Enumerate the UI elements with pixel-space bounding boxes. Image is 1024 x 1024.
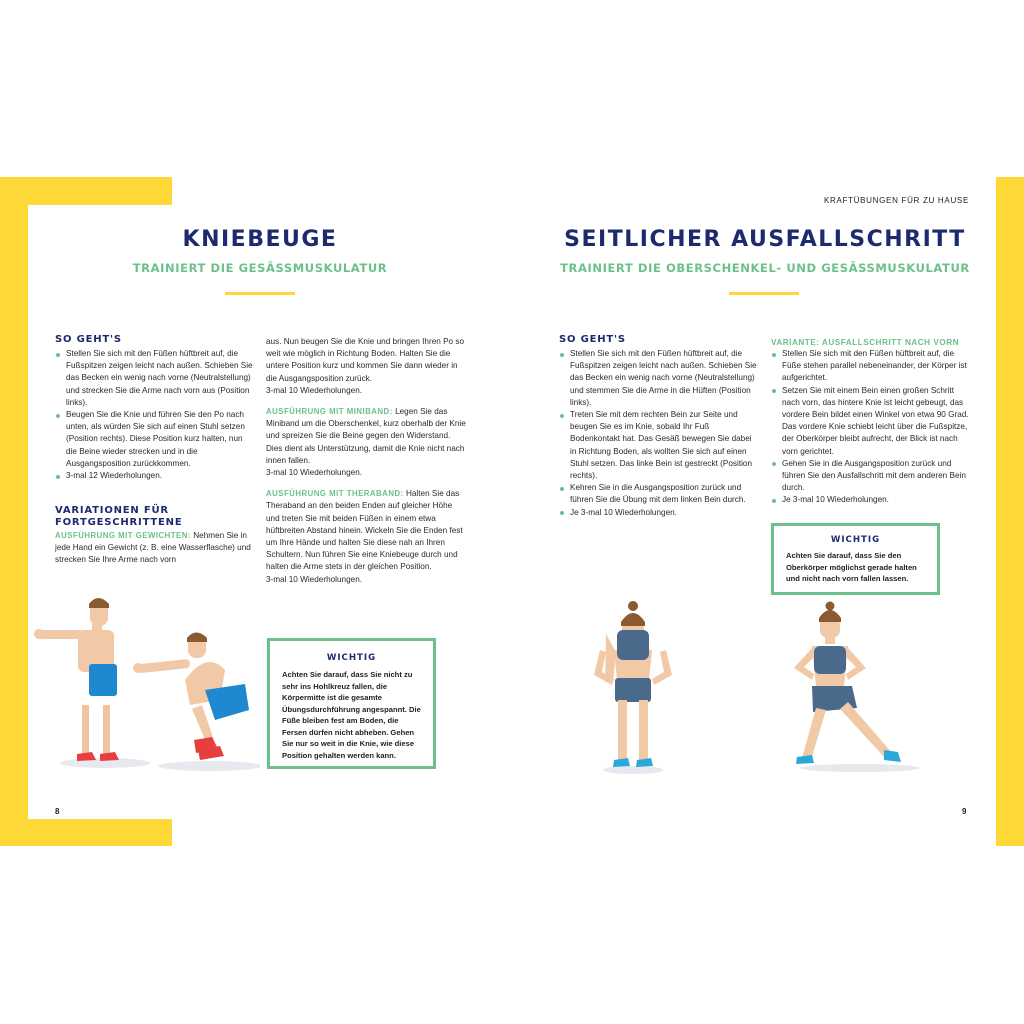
variation-weights-label: AUSFÜHRUNG MIT GEWICHTEN: [55, 531, 191, 540]
right-steps-list [559, 348, 759, 519]
left-yellow-bar [0, 177, 28, 846]
variations-heading-line-1: VARIATIONEN FÜR [55, 505, 169, 516]
variation-theraband [266, 488, 466, 573]
right-important-text: Achten Sie darauf, dass Sie den Oberkörper möglichst gerade halten und nicht nach vorn fallen lassen. [786, 551, 917, 583]
variation-weights-start [55, 530, 255, 567]
standing-man-figure [34, 598, 119, 761]
left-yellow-bottom-strip [0, 819, 172, 846]
right-page-title: SEITLICHER AUSFALLSCHRITT [564, 227, 966, 252]
left-page-subtitle: TRAINIERT DIE GESÄSSMUSKULATUR [132, 261, 388, 275]
variant-heading: VARIANTE: AUSFALLSCHRITT NACH VORN [771, 338, 960, 347]
list-item: Setzen Sie mit einem Bein einen großen Schritt nach vorn, das hintere Knie ist leicht gebeugt, das vordere Bein bildet einen Winkel von etwa 90 Grad. Das vordere Knie schiebt leicht über die Fußspitze, der Oberkörper bleibt aufrecht, der Blick ist nach vorn gerichtet. [771, 385, 971, 458]
right-page-number: 9 [962, 807, 967, 816]
variation-miniband-label: AUSFÜHRUNG MIT MINIBAND: [266, 407, 393, 417]
list-item: Beugen Sie die Knie und führen Sie den Po nach unten, als würden Sie sich auf einen Stuhl setzen (Position rechts). Diese Position kurz halten, nun die Beine wieder strecken und in die Ausgangsposition zurückkommen. [55, 409, 255, 470]
variations-heading [55, 505, 182, 529]
list-item: 3-mal 12 Wiederholungen. [55, 470, 255, 482]
squatting-man-figure [133, 633, 249, 761]
standing-woman-figure [594, 601, 672, 767]
running-header: KRAFTÜBUNGEN FÜR ZU HAUSE [823, 196, 969, 205]
variation-theraband-label: AUSFÜHRUNG MIT THERABAND: [266, 489, 404, 499]
left-page-title: KNIEBEUGE [182, 227, 338, 252]
right-important-box [771, 523, 940, 595]
list-item: Gehen Sie in die Ausgangsposition zurück und führen Sie den Ausfallschritt mit dem anderen Bein durch. [771, 458, 971, 495]
list-item: Je 3-mal 10 Wiederholungen. [771, 494, 971, 506]
floor-shadow [603, 766, 663, 774]
right-yellow-bar [996, 177, 1024, 846]
list-item: Stellen Sie sich mit den Füßen hüftbreit auf, die Füße stehen parallel nebeneinander, der Körper ist aufgerichtet. [771, 348, 971, 385]
variation-miniband-reps: 3-mal 10 Wiederholungen. [266, 468, 363, 478]
variation-theraband-reps: 3-mal 10 Wiederholungen. [266, 574, 363, 584]
left-page-number: 8 [55, 807, 60, 816]
left-column-two [266, 336, 466, 586]
list-item: Stellen Sie sich mit den Füßen hüftbreit auf, die Fußspitzen zeigen leicht nach außen. Schieben Sie das Becken ein wenig nach vorne (Neutralstellung) und stemmen Sie die Arme in die Hüften (Position links). [559, 348, 759, 409]
variation-weights-reps: 3-mal 10 Wiederholungen. [266, 385, 363, 395]
left-steps-list [55, 348, 255, 482]
left-important-text: Achten Sie darauf, dass Sie nicht zu sehr ins Hohlkreuz fallen, die Körpermitte ist die gesamte Übungsdurchführung angespannt. Die Füße bleiben fest am Boden, die Fersen dürfen nicht abheben. Gehen Sie nur so weit in die Knie, wie diese Position gehalten werden kann. [282, 670, 421, 760]
right-title-rule [729, 292, 799, 295]
right-important-title: WICHTIG [830, 535, 881, 545]
left-yellow-top-strip [0, 177, 172, 205]
left-title-rule [225, 292, 295, 295]
squat-illustration [30, 580, 260, 780]
right-page-subtitle: TRAINIERT DIE OBERSCHENKEL- UND GESÄSSMUSKULATUR [560, 261, 970, 275]
left-important-title: WICHTIG [326, 653, 377, 663]
left-so-gehts-heading: SO GEHT'S [55, 334, 122, 345]
right-so-gehts-heading: SO GEHT'S [559, 334, 626, 345]
floor-shadow [158, 761, 260, 771]
list-item: Treten Sie mit dem rechten Bein zur Seite und beugen Sie es im Knie, sobald Ihr Fuß Bodenkontakt hat. Das Gesäß bewegen Sie dabei in Richtung Boden, als wollten Sie sich auf einen Stuhl setzen. Das linke Bein ist gestreckt (Position rechts). [559, 409, 759, 482]
side-lunge-illustration [590, 590, 920, 780]
left-important-box [267, 638, 436, 769]
list-item: Kehren Sie in die Ausgangsposition zurück und führen Sie die Übung mit dem linken Bein durch. [559, 482, 759, 506]
floor-shadow [800, 764, 920, 772]
variations-heading-line-2: FORTGESCHRITTENE [55, 517, 183, 528]
list-item: Je 3-mal 10 Wiederholungen. [559, 507, 759, 519]
list-item: Stellen Sie sich mit den Füßen hüftbreit auf, die Fußspitzen zeigen leicht nach außen. Schieben Sie das Becken ein wenig nach vorne (Neutralstellung) und strecken Sie die Arme nach vorn aus (Position links). [55, 348, 255, 409]
variation-miniband-text: Legen Sie das Miniband um die Oberschenkel, kurz oberhalb der Knie und spreizen Sie die Beine gegen den Widerstand. Dies dient als Unterstützung, damit die Knie nicht nach innen fallen. [266, 407, 466, 465]
variant-steps-list [771, 348, 971, 507]
variation-miniband [266, 406, 466, 467]
variation-weights-text-a: Nehmen Sie in jede Hand ein Gewicht (z. B. eine Wasserflasche) und strecken Sie Ihre Arme nach vorn [55, 531, 251, 565]
lunging-woman-figure [794, 602, 901, 765]
variation-theraband-text: Halten Sie das Theraband an den beiden Enden auf gleicher Höhe und treten Sie mit beiden Füßen in einem etwa hüftbreiten Abstand hinein. Wickeln Sie die Enden fest um Ihre Hände und halten Sie diese nah an Ihren Schultern. Nun führen Sie eine Kniebeuge durch und halten die Arme stets in der gleichen Position. [266, 489, 463, 572]
variation-weights-continued: aus. Nun beugen Sie die Knie und bringen Ihren Po so weit wie möglich in Richtung Boden. Halten Sie die untere Position kurz und kommen Sie dann wieder in die Ausgangsposition zurück. [266, 337, 465, 383]
